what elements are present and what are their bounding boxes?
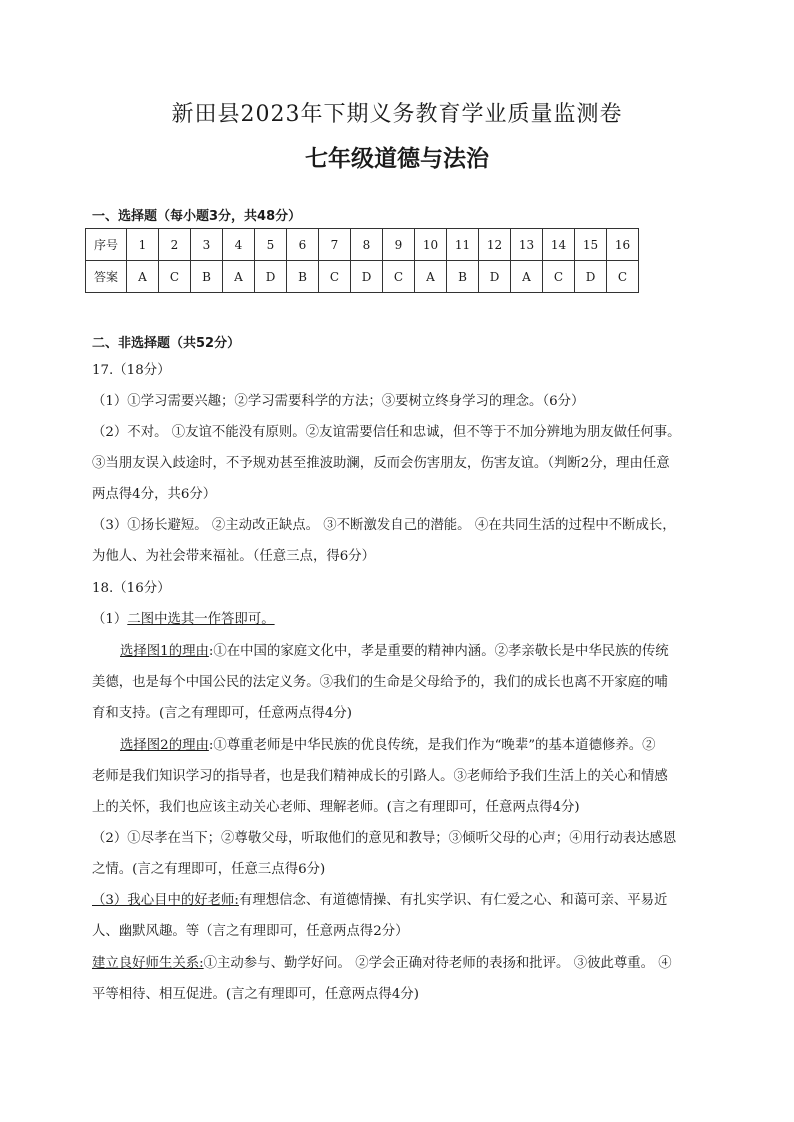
q17-part2-line2: ③当朋友误入歧途时，不予规劝甚至推波助澜，反而会伤害朋友，伤害友谊。（判断2分，理由任意 <box>92 456 670 471</box>
answer-cell: A <box>127 261 159 293</box>
img2-line3: 上的关怀，我们也应该主动关心老师、理解老师。(言之有理即可，任意两点得4分) <box>92 800 580 815</box>
answer-cell: D <box>575 261 607 293</box>
answer-cell: D <box>351 261 383 293</box>
q18-part3-line1 <box>92 892 712 910</box>
q18-part1 <box>92 611 712 629</box>
answer-cell: C <box>159 261 191 293</box>
answer-cell: A <box>511 261 543 293</box>
q17-heading: 17.（18分） <box>92 363 171 378</box>
exam-subtitle: 七年级道德与法治 <box>305 146 489 172</box>
relationship-label: 建立良好师生关系: <box>92 956 204 971</box>
img2-line2: 老师是我们知识学习的指导者，也是我们精神成长的引路人。③老师给予我们生活上的关心和情感 <box>92 769 668 784</box>
number-row <box>86 229 639 261</box>
answer-cell: A <box>223 261 255 293</box>
section2-heading: 二、非选择题（共52分） <box>92 336 241 351</box>
img1-reason-label: 选择图1的理由 <box>120 644 209 659</box>
q17-part3-line2: 为他人、为社会带来福祉。（任意三点，得6分） <box>92 549 376 564</box>
number-cell: 11 <box>447 229 479 261</box>
good-teacher-text: 有理想信念、有道德情操、有扎实学识、有仁爱之心、和蔼可亲、平易近 <box>238 893 668 908</box>
number-cell: 15 <box>575 229 607 261</box>
number-cell: 16 <box>607 229 639 261</box>
img1-line1 <box>120 643 740 661</box>
answer-cell: B <box>287 261 319 293</box>
img1-line2: 美德，也是每个中国公民的法定义务。③我们的生命是父母给予的，我们的成长也离不开家庭的哺 <box>92 675 668 690</box>
answer-cell: B <box>447 261 479 293</box>
img1-reason-text: :①在中国的家庭文化中，孝是重要的精神内涵。②孝亲敬长是中华民族的传统 <box>208 644 669 659</box>
exam-title: 新田县2023年下期义务教育学业质量监测卷 <box>171 102 623 127</box>
relationship-text: ①主动参与、勤学好问。 ②学会正确对待老师的表扬和批评。 ③彼此尊重。 ④ <box>203 956 672 971</box>
q17-part3-line1: （3）①扬长避短。 ②主动改正缺点。 ③不断激发自己的潜能。 ④在共同生活的过程中不断成长， <box>92 518 676 533</box>
q18-part2-line1: （2）①尽孝在当下；②尊敬父母，听取他们的意见和教导；③倾听父母的心声；④用行动表达感恩 <box>92 831 677 846</box>
q18-part1-prefix: （1） <box>92 612 128 627</box>
section1-heading: 一、选择题（每小题3分，共48分） <box>92 209 302 224</box>
number-cell: 9 <box>383 229 415 261</box>
number-cell: 13 <box>511 229 543 261</box>
number-cell: 12 <box>479 229 511 261</box>
img2-reason-label: 选择图2的理由 <box>120 738 209 753</box>
number-cell: 6 <box>287 229 319 261</box>
q17-part2-line3: 两点得4分，共6分） <box>92 487 217 502</box>
answer-cell: A <box>415 261 447 293</box>
number-cell: 10 <box>415 229 447 261</box>
answer-cell: D <box>255 261 287 293</box>
row-label-answer: 答案 <box>86 261 127 293</box>
answer-cell: D <box>479 261 511 293</box>
answer-cell: B <box>191 261 223 293</box>
number-cell: 3 <box>191 229 223 261</box>
q17-part1: （1）①学习需要兴趣；②学习需要科学的方法；③要树立终身学习的理念。（6分） <box>92 394 585 409</box>
answer-row <box>86 261 639 293</box>
q18-heading: 18.（16分） <box>92 581 171 596</box>
q17-part2-line1: （2）不对。 ①友谊不能没有原则。②友谊需要信任和忠诚，但不等于不加分辨地为朋友做任何事。 <box>92 425 681 440</box>
number-cell: 7 <box>319 229 351 261</box>
q18-part1-instruction: 二图中选其一作答即可。 <box>127 612 275 627</box>
good-teacher-label: （3）我心目中的好老师: <box>92 893 239 908</box>
number-cell: 1 <box>127 229 159 261</box>
number-cell: 2 <box>159 229 191 261</box>
answer-cell: C <box>607 261 639 293</box>
img2-reason-text: :①尊重老师是中华民族的优良传统，是我们作为“晚辈”的基本道德修养。② <box>208 738 656 753</box>
number-cell: 8 <box>351 229 383 261</box>
number-cell: 14 <box>543 229 575 261</box>
q18-part3-line2: 人、幽默风趣。等（言之有理即可，任意两点得2分） <box>92 924 409 939</box>
answer-cell: C <box>543 261 575 293</box>
img2-line1 <box>120 737 740 755</box>
row-label-number: 序号 <box>86 229 127 261</box>
number-cell: 4 <box>223 229 255 261</box>
answer-table <box>85 228 639 293</box>
q18-part2-line2: 之情。(言之有理即可，任意三点得6分) <box>92 862 326 877</box>
number-cell: 5 <box>255 229 287 261</box>
answer-cell: C <box>319 261 351 293</box>
q18-part4-line1 <box>92 955 712 973</box>
q18-part4-line2: 平等相待、相互促进。(言之有理即可，任意两点得4分) <box>92 987 419 1002</box>
img1-line3: 育和支持。(言之有理即可，任意两点得4分) <box>92 706 352 721</box>
answer-cell: C <box>383 261 415 293</box>
